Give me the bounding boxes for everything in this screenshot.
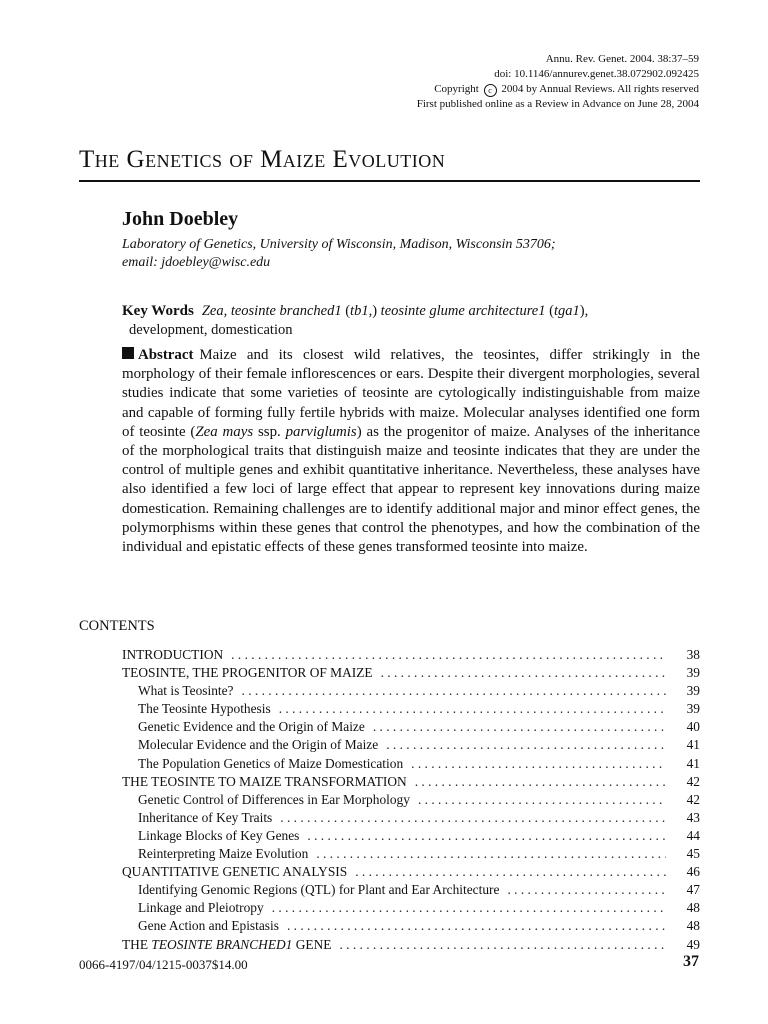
toc-page: 48 xyxy=(686,918,700,934)
toc-entry[interactable]: THE TEOSINTE TO MAIZE TRANSFORMATION . . . 42 xyxy=(122,773,700,791)
key-words: Key Words Zea, teosinte branched1 (tb1,) teosinte glume architecture1 (tga1), development, domestication xyxy=(122,302,702,340)
toc-entry[interactable]: QUANTITATIVE GENETIC ANALYSIS . . . 46 xyxy=(122,863,700,881)
title-rule xyxy=(79,180,700,182)
toc-page: 49 xyxy=(686,936,700,952)
toc-entry[interactable]: Gene Action and Epistasis . . . 48 xyxy=(122,917,700,935)
toc-page: 42 xyxy=(686,791,700,807)
toc-entry[interactable]: The Population Genetics of Maize Domestication . . . 41 xyxy=(122,755,700,773)
journal-citation: Annu. Rev. Genet. 2004. 38:37–59 xyxy=(545,53,699,65)
toc-entry[interactable]: THE TEOSINTE BRANCHED1 GENE . . . 49 xyxy=(122,936,700,954)
copyright-icon: c xyxy=(484,84,497,97)
published-line: First published online as a Review in Advance on June 28, 2004 xyxy=(416,98,699,110)
toc-entry[interactable]: TEOSINTE, THE PROGENITOR OF MAIZE . . . 39 xyxy=(122,664,700,682)
toc-page: 39 xyxy=(686,683,700,699)
toc-entry[interactable]: The Teosinte Hypothesis . . . 39 xyxy=(122,700,700,718)
abstract-square-icon xyxy=(122,347,134,359)
toc-page: 43 xyxy=(686,809,700,825)
article-title: The Genetics of Maize Evolution xyxy=(79,146,446,173)
toc-page: 39 xyxy=(686,701,700,717)
copyright-line: Copyright c 2004 by Annual Reviews. All rights reserved xyxy=(434,83,699,95)
footer-price-code: 0066-4197/04/1215-0037$14.00 xyxy=(79,957,248,972)
toc-page: 38 xyxy=(686,647,700,662)
toc-page: 42 xyxy=(686,773,700,789)
toc-page: 40 xyxy=(686,719,700,735)
toc-entry[interactable]: Reinterpreting Maize Evolution . . . 45 xyxy=(122,845,700,863)
toc-page: 41 xyxy=(686,737,700,753)
author-name: John Doebley xyxy=(122,208,239,230)
toc-page: 41 xyxy=(686,755,700,771)
toc-entry[interactable]: Genetic Control of Differences in Ear Morphology . . . 42 xyxy=(122,791,700,809)
author-email: email: jdoebley@wisc.edu xyxy=(122,255,271,270)
author-affiliation xyxy=(122,236,702,272)
toc-page: 48 xyxy=(686,900,700,916)
toc-page: 47 xyxy=(686,882,700,898)
toc-entry[interactable]: Identifying Genomic Regions (QTL) for Plant and Ear Architecture . . . 47 xyxy=(122,881,700,899)
toc-page: 46 xyxy=(686,864,700,880)
key-words-line2: development, domestication xyxy=(129,322,293,338)
toc-entry[interactable]: INTRODUCTION . . . 38 xyxy=(122,646,700,664)
abstract-label: Abstract xyxy=(138,347,194,363)
contents-heading: CONTENTS xyxy=(79,618,155,634)
abstract: Abstract Maize and its closest wild relatives, the teosintes, differ strikingly in the morphology of their female inflorescences or ears. Despite their divergent morphologies, several studies indicate that some varieties of teosinte are cytologically indistinguishable from maize and capable of forming fully fertile hybrids with maize. Molecular analyses identified one form of teosinte (Zea mays ssp. parviglumis) as the progenitor of maize. Analyses of the inheritance of the morphological traits that distinguish maize and teosinte indicates that they are under the control of multiple genes and exhibit quantitative inheritance. Nevertheless, these analyses have also identified a few loci of large effect that appear to represent key innovations during maize domestication. Remaining challenges are to identify additional major and minor effect genes, the polymorphisms within these genes that control the phenotypes, and how the combination of the individual and epistatic effects of these genes transformed teosinte into maize. xyxy=(122,347,701,556)
key-words-label: Key Words xyxy=(122,303,194,319)
toc-entry[interactable]: Linkage Blocks of Key Genes . . . 44 xyxy=(122,827,700,845)
toc-page: 45 xyxy=(686,846,700,862)
journal-header xyxy=(417,52,699,112)
doi-line: doi: 10.1146/annurev.genet.38.072902.092425 xyxy=(494,68,699,80)
toc-entry[interactable]: Inheritance of Key Traits . . . 43 xyxy=(122,809,700,827)
affiliation-line: Laboratory of Genetics, University of Wisconsin, Madison, Wisconsin 53706; xyxy=(122,237,556,252)
toc-entry[interactable]: Linkage and Pleiotropy . . . 48 xyxy=(122,899,700,917)
toc-page: 44 xyxy=(686,827,700,843)
table-of-contents xyxy=(122,646,700,954)
toc-entry[interactable]: What is Teosinte? . . . 39 xyxy=(122,682,700,700)
toc-entry[interactable]: Genetic Evidence and the Origin of Maize . . . 40 xyxy=(122,718,700,736)
page-number: 37 xyxy=(683,953,699,970)
toc-page: 39 xyxy=(686,665,700,681)
toc-entry[interactable]: Molecular Evidence and the Origin of Maize . . . 41 xyxy=(122,736,700,754)
